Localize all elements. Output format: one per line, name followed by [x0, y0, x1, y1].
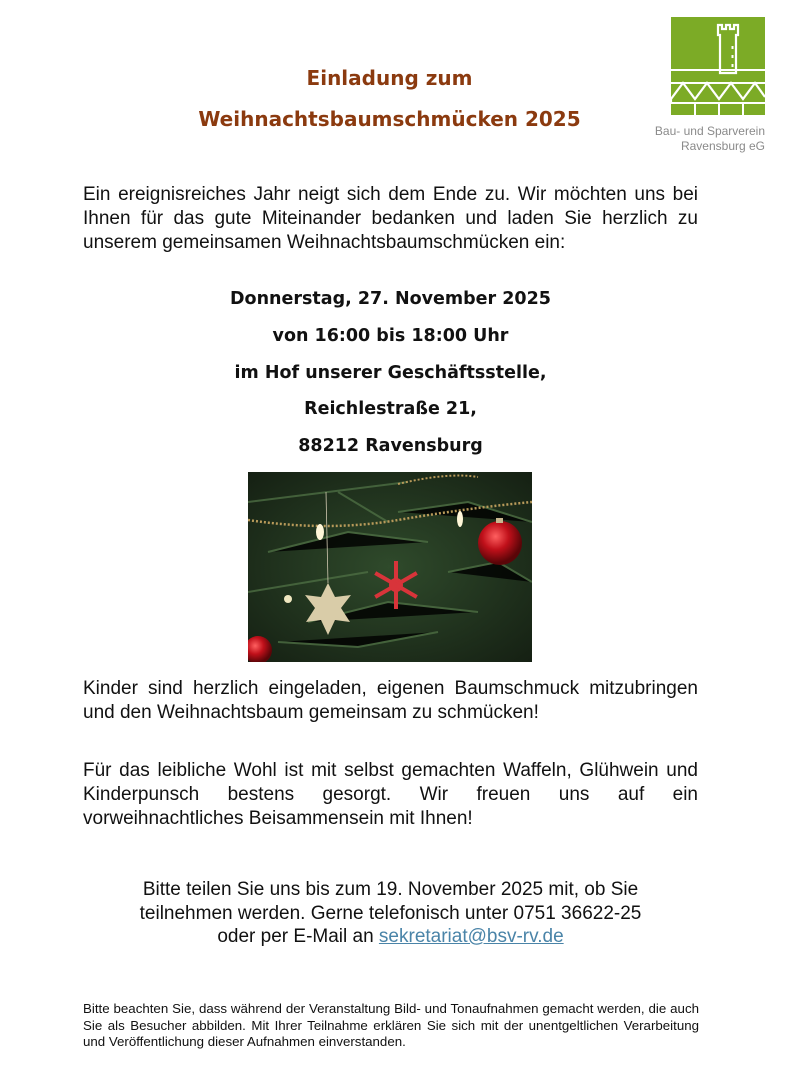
logo-line-1: Bau- und Sparverein	[654, 124, 765, 138]
page-title-line-2: Weihnachtsbaumschmücken 2025	[198, 107, 581, 131]
christmas-tree-image-icon	[248, 472, 532, 662]
logo-line-2: Ravensburg eG	[680, 139, 765, 153]
event-place: im Hof unserer Geschäftsstelle,	[234, 363, 547, 383]
event-date: Donnerstag, 27. November 2025	[230, 289, 551, 309]
email-link[interactable]: sekretariat@bsv-rv.de	[378, 926, 564, 947]
event-city: 88212 Ravensburg	[298, 436, 483, 456]
page-title-line-1: Einladung zum	[306, 66, 473, 90]
rsvp-line-1: Bitte teilen Sie uns bis zum 19. November 2025 mit, ob Sie	[142, 879, 639, 900]
rsvp-line-3	[83, 925, 698, 949]
kids-paragraph: Kinder sind herzlich eingeladen, eigenen Baumschmuck mitzubringen und den Weihnachtsbaum gemeinsam zu schmücken!	[83, 678, 698, 723]
rsvp-line-3-prefix: oder per E-Mail an	[217, 926, 379, 947]
rsvp-line-2: teilnehmen werden. Gerne telefonisch unter 0751 36622-25	[139, 902, 642, 924]
photo-consent-notice: Bitte beachten Sie, dass während der Veranstaltung Bild- und Tonaufnahmen gemacht werden, die auch Sie als Besucher abbilden. Mit Ihrer Teilnahme erklären Sie sich mit der unentgeltlichen Verarbeitung und Veröffentlichung dieser Aufnahmen einverstanden.	[83, 1001, 699, 1049]
intro-paragraph: Ein ereignisreiches Jahr neigt sich dem Ende zu. Wir möchten uns bei Ihnen für das gute Miteinander bedanken und laden Sie herzlich zu unserem gemeinsamen Weihnachtsbaumschmücken ein:	[83, 184, 698, 253]
food-paragraph: Für das leibliche Wohl ist mit selbst gemachten Waffeln, Glühwein und Kinderpunsch bestens gesorgt. Wir freuen uns auf ein vorweihnachtliches Beisammensein mit Ihnen!	[83, 760, 698, 829]
christmas-tree-photo	[248, 472, 532, 662]
event-street: Reichlestraße 21,	[304, 399, 477, 419]
rsvp-block	[83, 878, 698, 949]
event-time: von 16:00 bis 18:00 Uhr	[272, 326, 509, 346]
